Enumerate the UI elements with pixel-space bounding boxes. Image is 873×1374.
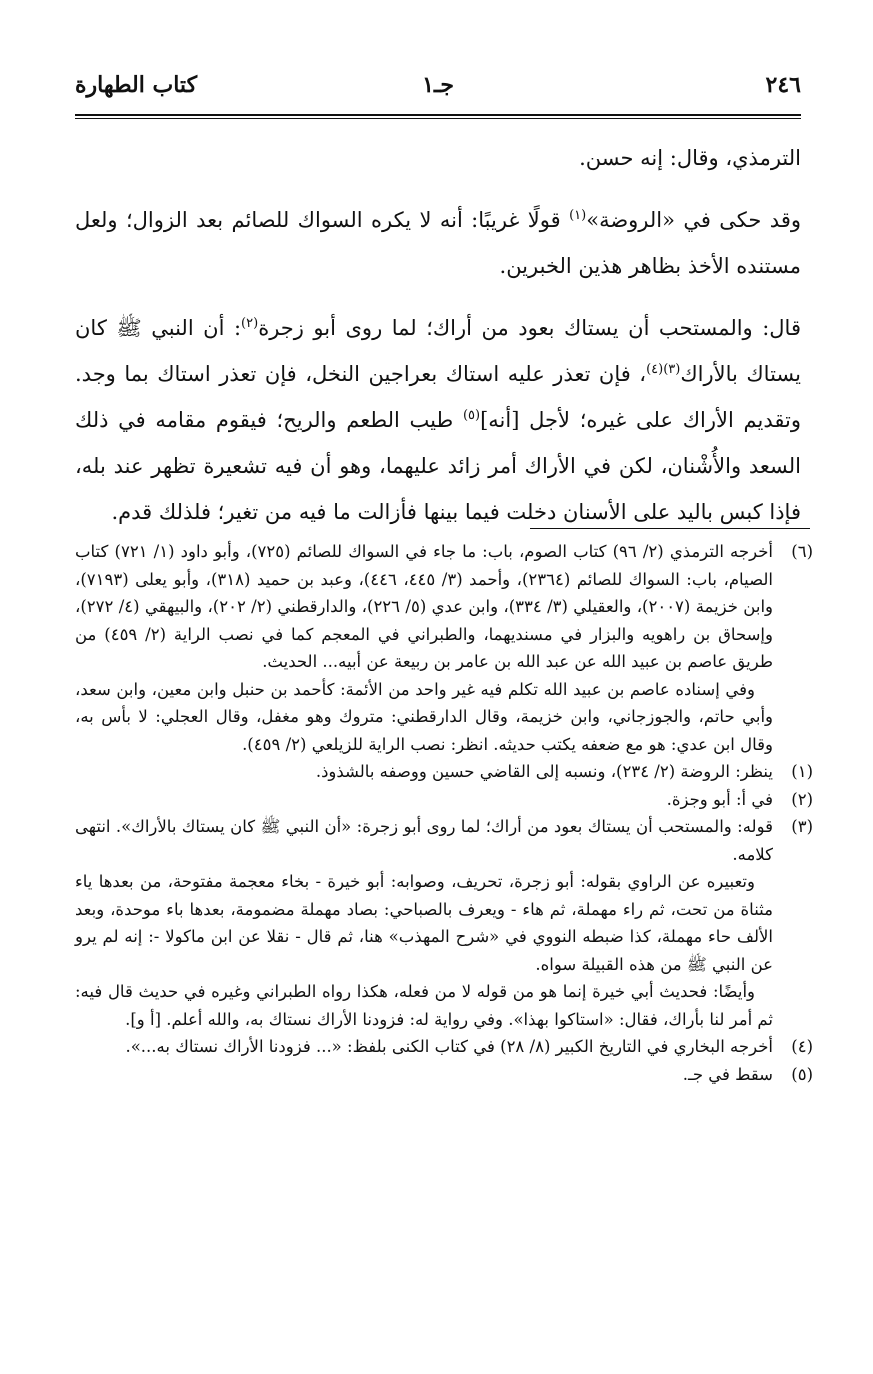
footnote-text: وأيضًا: فحديث أبي خيرة إنما هو من قوله لا من فعله، هكذا رواه الطبراني وغيره في حديث قال فيه: ثم أمر لنا بأراك، فقال: «استاكوا بهذا». وفي رواية له: فزودنا الأراك نستاك به، والله أعلم. [أ و]. <box>75 982 773 1029</box>
footnote <box>75 813 813 1033</box>
main-paragraph: وقد حكى في «الروضة»$^{(١)}$ قولًا غريبًا: أنه لا يكره السواك للصائم بعد الزوال؛ ولعل مستنده الأخذ بظاهر هذين الخبرين. <box>75 208 801 278</box>
main-paragraph: الترمذي، وقال: إنه حسن. <box>579 146 801 170</box>
footnote-text: قوله: والمستحب أن يستاك بعود من أراك؛ لما روى أبو زجرة: «أن النبي ﷺ كان يستاك بالأراك». انتهى كلامه. <box>75 817 773 864</box>
header-rule-thick <box>75 114 801 116</box>
footnote-number: (٤) <box>791 1037 813 1056</box>
footnote <box>75 786 813 814</box>
main-paragraph: قال: والمستحب أن يستاك بعود من أراك؛ لما روى أبو زجرة$^{(٢)}$: أن النبي ﷺ كان يستاك بالأراك$^{(٣)(٤)}$، فإن تعذر عليه استاك بعراجين النخل، فإن تعذر استاك بما وجد. وتقديم الأراك على غيره؛ لأجل [أنه]$^{(٥)}$ طيب الطعم والريح؛ فيقوم مقامه في ذلك السعد والأُشْنان، لكن في الأراك أمر زائد عليهما، وهو أن فيه تشعيرة تظهر عند بله، فإذا كبس باليد على الأسنان دخلت فيما بينها فأزالت ما فيه من تغير؛ فلذلك قدم. <box>75 316 801 524</box>
footnote-ref[interactable]: (٢) <box>241 316 259 331</box>
book-title: كتاب الطهارة <box>75 72 198 98</box>
footnote-ref[interactable]: (١) <box>569 208 587 223</box>
footnote <box>75 758 813 786</box>
footnote-number: (١) <box>791 762 813 781</box>
running-header <box>75 72 801 112</box>
footnote-text: وتعبيره عن الراوي بقوله: أبو زجرة، تحريف، وصوابه: أبو خيرة - بخاء معجمة مفتوحة، من بعدها ياء مثناة من تحت، ثم راء مهملة، ثم هاء - ويعرف بالصباحي: بصاد مهملة مضمومة، بعدها باء موحدة، وبعد الألف حاء مهملة، كذا ضبطه النووي في «شرح المهذب» هنا، ثم قال - نقلا عن ابن ماكولا -: إنه لم يرو عن النبي ﷺ من هذه القبيلة سواه. <box>75 872 773 974</box>
header-rule-thin <box>75 118 801 119</box>
footnote <box>75 1033 813 1061</box>
footnote-ref[interactable]: (٣)(٤) <box>646 362 681 377</box>
footnote-ref[interactable]: (٥) <box>462 408 481 423</box>
volume-label: جـ١ <box>422 72 454 98</box>
footnote-text: أخرجه البخاري في التاريخ الكبير (٨/ ٢٨) في كتاب الكنى بلفظ: «... فزودنا الأراك نستاك به...». <box>125 1037 773 1056</box>
footnote-separator <box>530 528 810 529</box>
footnote-text: في أ: أبو وجزة. <box>666 789 773 809</box>
footnote-number: (٦) <box>791 542 813 561</box>
footnote-number: (٢) <box>791 789 813 809</box>
footnote-text: ينظر: الروضة (٢/ ٢٣٤)، ونسبه إلى القاضي حسين ووصفه بالشذوذ. <box>315 762 773 781</box>
footnote-text: سقط في جـ. <box>682 1064 773 1084</box>
footnote-text: وفي إسناده عاصم بن عبيد الله تكلم فيه غير واحد من الأئمة: كأحمد بن حنبل وابن معين، وابن سعد، وأبي حاتم، والجوزجاني، وابن خزيمة، وقال الدارقطني: متروك وهو مغفل، وقال العجلي: لا بأس به، وقال ابن عدي: هو مع ضعفه يكتب حديثه. انظر: نصب الراية للزيلعي (٢/ ٤٥٩). <box>75 679 773 754</box>
footnotes <box>75 538 813 1088</box>
footnote-number: (٥) <box>791 1064 813 1084</box>
footnote <box>75 538 813 758</box>
main-text <box>75 135 801 535</box>
page-number: ٢٤٦ <box>765 72 801 98</box>
footnote-number: (٣) <box>791 817 813 836</box>
footnote <box>75 1061 813 1089</box>
footnote-text: أخرجه الترمذي (٢/ ٩٦) كتاب الصوم، باب: ما جاء في السواك للصائم (٧٢٥)، وأبو داود (١/ ٧٢١) كتاب الصيام، باب: السواك للصائم (٢٣٦٤)، وأحمد (٣/ ٤٤٥، ٤٤٦)، وعبد بن حميد (٣١٨)، وأبو يعلى (٧١٩٣)، وابن خزيمة (٢٠٠٧)، والعقيلي (٣/ ٣٣٤)، وابن عدي (٥/ ٢٢٦)، والدارقطني (٢/ ٢٠٢)، والبيهقي (٤/ ٢٧٢)، وإسحاق بن راهويه والبزار في مسنديهما، والطبراني في المعجم كما في نصب الراية (٢/ ٤٥٩) من طريق عاصم بن عبيد الله عن عبد الله بن عامر بن ربيعة عن أبيه... الحديث. <box>75 542 774 671</box>
